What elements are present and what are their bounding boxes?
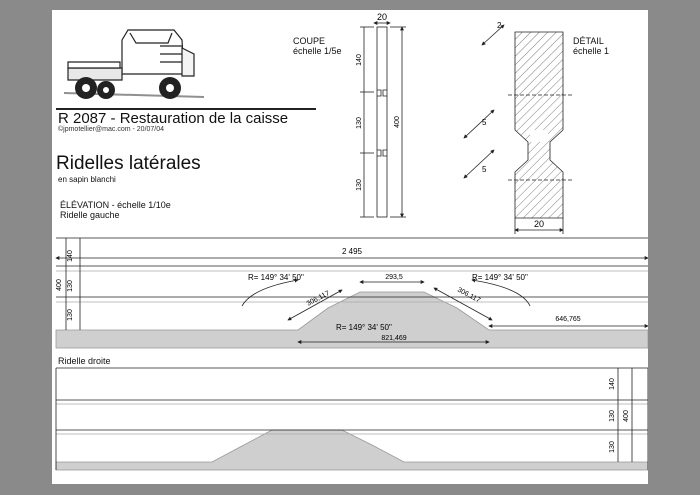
coupe-h1-text: 140 [356, 54, 363, 66]
right-h-mid-text: 130 [609, 410, 616, 422]
author-email: ©jpmotellier@mac.com - 20/07/04 [58, 126, 165, 133]
detail-5b-dim [464, 150, 494, 178]
base-span-text: 821,469 [381, 335, 407, 342]
overall-length-text: 2 495 [341, 247, 363, 256]
detail-5a-dim [464, 110, 494, 138]
technical-drawing [52, 10, 648, 484]
radius-right-text: R= 149° 34' 50" [472, 273, 528, 282]
coupe-title: COUPE [293, 36, 326, 46]
top-flat-text: 293,5 [385, 274, 403, 281]
detail-title: DÉTAIL [573, 36, 604, 46]
coupe-h3-text: 130 [356, 179, 363, 191]
page-title: R 2087 - Restauration de la caisse [58, 110, 289, 127]
detail-width-text: 20 [533, 219, 545, 229]
h-bot-text: 130 [67, 309, 74, 321]
detail-profile [515, 32, 563, 218]
right-extent-text: 646,765 [555, 316, 581, 323]
right-h-bot-text: 130 [609, 441, 616, 453]
right-rail-elevation [56, 368, 648, 470]
slope-left-text: 306,117 [305, 289, 331, 308]
coupe-width-text: 20 [376, 12, 388, 22]
right-rail-panel [56, 430, 648, 470]
section-subheading: en sapin blanchi [58, 175, 116, 184]
section-heading: Ridelles latérales [56, 153, 201, 174]
left-rail-label: Ridelle gauche [60, 210, 120, 220]
h-total-text: 400 [56, 279, 63, 291]
slope-right-text: 306,117 [456, 286, 482, 305]
detail-5b-text: 5 [482, 165, 487, 174]
detail-section [464, 25, 572, 234]
coupe-h2-text: 130 [356, 117, 363, 129]
drawing-sheet [52, 10, 648, 484]
coupe-total-text: 400 [394, 116, 401, 128]
right-h-total-text: 400 [623, 410, 630, 422]
elevation-label: ÉLÉVATION - échelle 1/10e [60, 200, 171, 210]
h-mid-text: 130 [67, 280, 74, 292]
coupe-profile [377, 27, 387, 217]
coupe-scale: échelle 1/5e [293, 46, 342, 57]
detail-top-text: 2 [497, 21, 502, 30]
detail-5a-text: 5 [482, 118, 487, 127]
radius-left-text: R= 149° 34' 50" [248, 273, 304, 282]
right-h-top-text: 140 [609, 378, 616, 390]
h-top-text: 140 [67, 250, 74, 262]
right-rail-label: Ridelle droite [58, 356, 111, 366]
radius-bottom-text: R= 149° 34' 50" [336, 323, 392, 332]
detail-scale: échelle 1 [573, 46, 610, 57]
